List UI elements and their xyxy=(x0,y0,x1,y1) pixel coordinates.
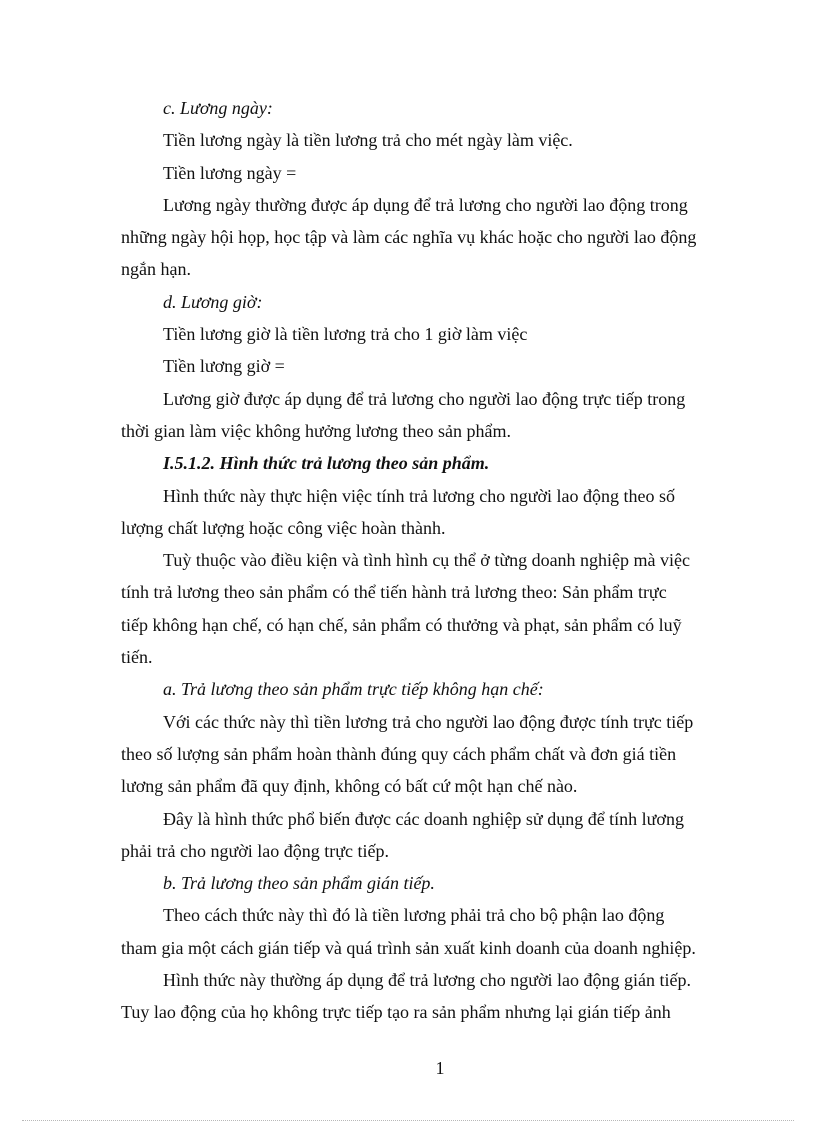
paragraph-line: Tiền lương ngày là tiền lương trả cho mét ngày làm việc. xyxy=(163,130,573,151)
paragraph-line: theo số lượng sản phẩm hoàn thành đúng quy cách phẩm chất và đơn giá tiền xyxy=(121,743,677,764)
paragraph-line: những ngày hội họp, học tập và làm các nghĩa vụ khác hoặc cho người lao động xyxy=(121,227,697,248)
paragraph-line: tiếp không hạn chế, có hạn chế, sản phẩm có thưởng và phạt, sản phẩm có luỹ xyxy=(121,614,682,635)
paragraph-line: tính trả lương theo sản phẩm có thể tiến hành trả lương theo: Sản phẩm trực xyxy=(121,582,667,603)
paragraph-line: Hình thức này thường áp dụng để trả lương cho người lao động gián tiếp. xyxy=(163,970,691,991)
formula-line: Tiền lương giờ = xyxy=(163,356,285,377)
subheading-luong-gio: d. Lương giờ: xyxy=(163,291,263,312)
paragraph-line: phải trả cho người lao động trực tiếp. xyxy=(121,840,389,861)
paragraph-line: Lương ngày thường được áp dụng để trả lương cho người lao động trong xyxy=(163,194,688,215)
paragraph-line: tiến. xyxy=(121,647,153,668)
paragraph-line: Lương giờ được áp dụng để trả lương cho người lao động trực tiếp trong xyxy=(163,388,686,409)
paragraph-line: lượng chất lượng hoặc công việc hoàn thành. xyxy=(121,517,446,538)
section-heading: I.5.1.2. Hình thức trả lương theo sản phẩm. xyxy=(163,453,490,474)
paragraph-line: Tuy lao động của họ không trực tiếp tạo ra sản phẩm nhưng lại gián tiếp ảnh xyxy=(121,1002,671,1023)
paragraph-line: Với các thức này thì tiền lương trả cho người lao động được tính trực tiếp xyxy=(163,711,694,732)
paragraph-line: Tiền lương giờ là tiền lương trả cho 1 giờ làm việc xyxy=(163,324,528,345)
subheading-gian-tiep: b. Trả lương theo sản phẩm gián tiếp. xyxy=(163,873,435,894)
paragraph-line: Tuỳ thuộc vào điều kiện và tình hình cụ thể ở từng doanh nghiệp mà việc xyxy=(163,550,691,571)
subheading-truc-tiep: a. Trả lương theo sản phẩm trực tiếp không hạn chế: xyxy=(163,679,544,700)
paragraph-line: Hình thức này thực hiện việc tính trả lương cho người lao động theo số xyxy=(163,485,675,506)
paragraph-line: thời gian làm việc không hưởng lương theo sản phẩm. xyxy=(121,420,512,441)
document-body xyxy=(121,92,738,1029)
paragraph-line: tham gia một cách gián tiếp và quá trình sản xuất kinh doanh của doanh nghiệp. xyxy=(121,937,696,958)
formula-line: Tiền lương ngày = xyxy=(163,162,297,183)
page-bottom-border xyxy=(22,1120,794,1121)
paragraph-line: lương sản phẩm đã quy định, không có bất cứ một hạn chế nào. xyxy=(121,776,578,797)
paragraph-line: Đây là hình thức phổ biến được các doanh nghiệp sử dụng để tính lương xyxy=(163,808,684,829)
paragraph-line: Theo cách thức này thì đó là tiền lương phải trả cho bộ phận lao động xyxy=(163,905,665,926)
paragraph-line: ngắn hạn. xyxy=(121,259,191,280)
page-number: 1 xyxy=(435,1058,445,1078)
subheading-luong-ngay: c. Lương ngày: xyxy=(163,98,273,118)
